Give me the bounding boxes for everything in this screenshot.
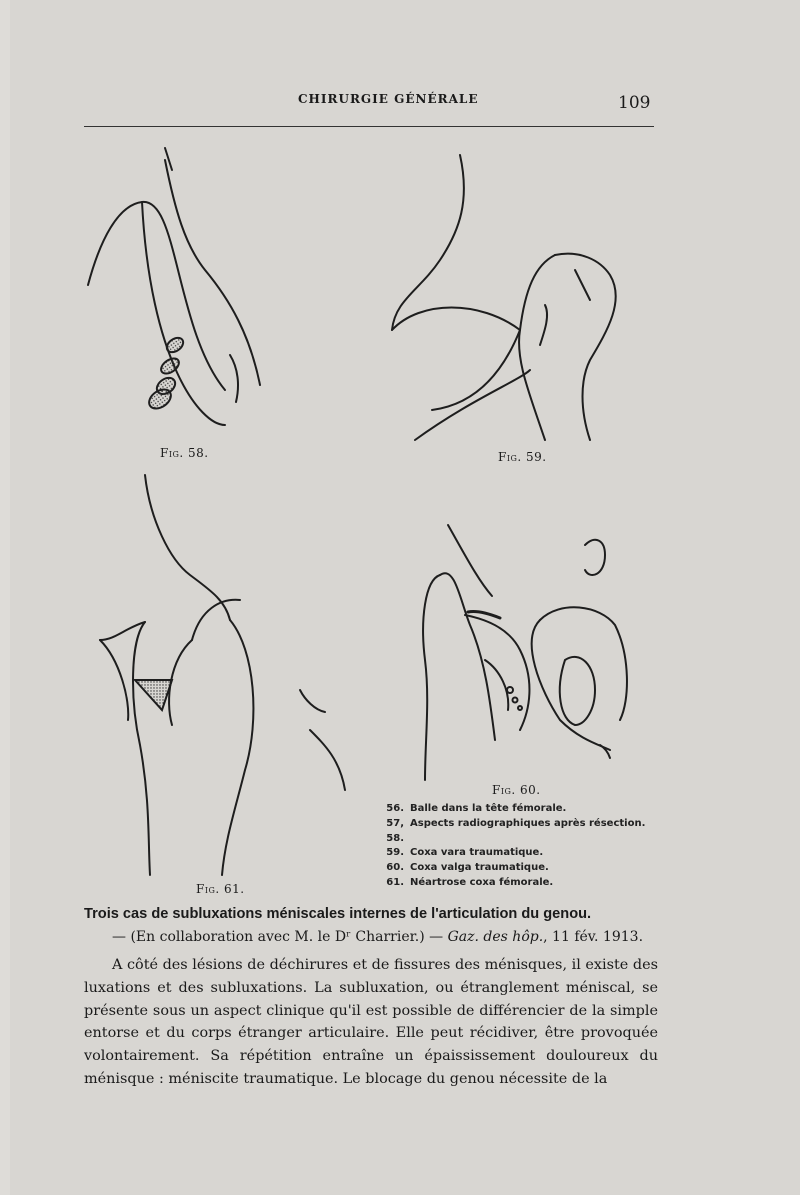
legend-row: 59. Coxa vara traumatique. <box>386 847 544 859</box>
article-title: Trois cas de subluxations méniscales internes de l'articulation du genou. <box>84 906 592 922</box>
page-number: 109 <box>618 93 651 113</box>
legend-row: 56. Balle dans la tête fémorale. <box>386 803 567 814</box>
figure-61-caption: Fig. 61. <box>196 882 245 896</box>
figure-60-caption: Fig. 60. <box>492 783 541 797</box>
journal-name: Gaz. des hôp. <box>447 929 544 945</box>
legend-row: 61. Néartrose coxa fémorale. <box>386 876 554 888</box>
figure-59-caption: Fig. 59. <box>498 450 547 464</box>
legend-row: 60. Coxa valga traumatique. <box>386 862 549 874</box>
article-credit: — (En collaboration avec M. le Dʳ Charrier.) — Gaz. des hôp., 11 fév. 1913. <box>112 929 644 945</box>
figure-legend <box>370 802 645 891</box>
figure-58-caption: Fig. 58. <box>160 446 209 460</box>
legend-row: 57, 58. Aspects radiographiques après résection. <box>386 817 646 844</box>
article-body: A côté des lésions de déchirures et de fissures des ménisques, il existe des luxations et des subluxations. La subluxation, ou étranglement méniscal, se présente sous un aspect clinique qu'il est possible de différencier de la simple entorse et du corps étranger articulaire. Elle peut récidiver, être provoquée volontairement. Sa répétition entraîne un épaississement douloureux du ménisque : méniscite traumatique. Le blocage du genou nécessite de la <box>84 957 658 1087</box>
figure-61-drawing <box>100 475 345 875</box>
figure-60-drawing <box>423 525 627 780</box>
figure-59-drawing <box>392 155 616 440</box>
running-header: CHIRURGIE GÉNÉRALE <box>298 92 479 106</box>
figure-58-drawing <box>88 148 260 425</box>
